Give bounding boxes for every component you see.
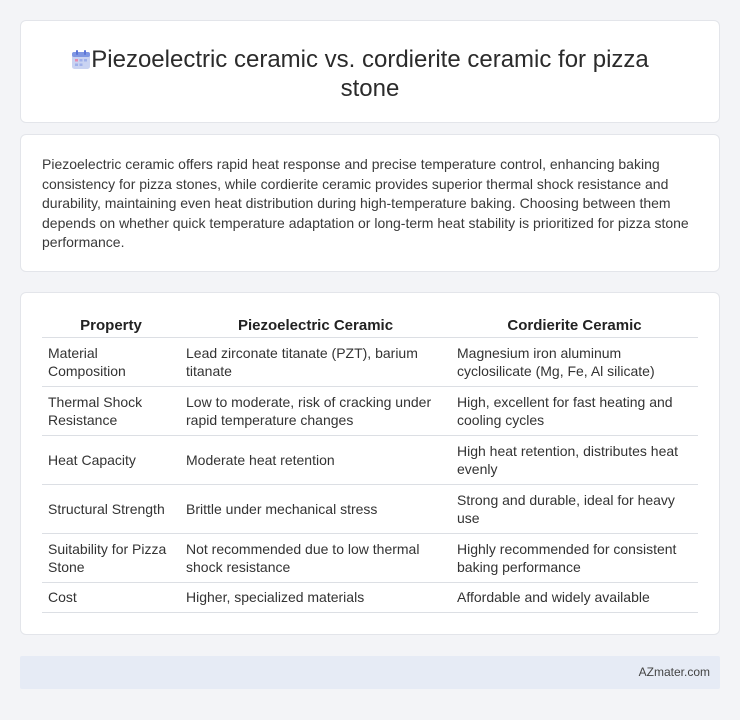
header-cordierite: Cordierite Ceramic [451,313,698,337]
cordierite-cell: Highly recommended for consistent baking performance [451,533,698,582]
property-cell: Heat Capacity [42,435,180,484]
header-property: Property [42,313,180,337]
table-row [42,533,698,582]
summary-paragraph: Piezoelectric ceramic offers rapid heat response and precise temperature control, enhancing baking consistency for pizza stones, while cordierite ceramic provides superior thermal shock resistance and durability, maintaining even heat distribution during high-temperature baking. Choosing between them depends on whether quick temperature adaptation or long-term heat stability is prioritized for pizza stone performance. [42,156,689,251]
property-cell: Cost [42,582,180,612]
piezoelectric-cell: Moderate heat retention [180,435,451,484]
footer-bar [20,656,720,689]
table-row [42,386,698,435]
footer-site-link[interactable]: AZmater.com [638,665,710,679]
piezoelectric-cell: Higher, specialized materials [180,582,451,612]
table-row [42,582,698,612]
property-cell: Structural Strength [42,484,180,533]
summary-card [20,134,720,272]
piezoelectric-cell: Lead zirconate titanate (PZT), barium titanate [180,337,451,386]
table-row [42,484,698,533]
page-title: Piezoelectric ceramic vs. cordierite ceramic for pizza stone [91,46,649,102]
table-header-row [42,313,698,337]
piezoelectric-cell: Brittle under mechanical stress [180,484,451,533]
table-row [42,435,698,484]
table-row [42,337,698,386]
comparison-card [20,292,720,635]
piezoelectric-cell: Not recommended due to low thermal shock resistance [180,533,451,582]
comparison-table [42,313,698,613]
property-cell: Thermal Shock Resistance [42,386,180,435]
cordierite-cell: High, excellent for fast heating and cooling cycles [451,386,698,435]
cordierite-cell: Strong and durable, ideal for heavy use [451,484,698,533]
piezoelectric-cell: Low to moderate, risk of cracking under rapid temperature changes [180,386,451,435]
property-cell: Material Composition [42,337,180,386]
title-card [20,20,720,123]
cordierite-cell: Affordable and widely available [451,582,698,612]
cordierite-cell: High heat retention, distributes heat evenly [451,435,698,484]
property-cell: Suitability for Pizza Stone [42,533,180,582]
cordierite-cell: Magnesium iron aluminum cyclosilicate (Mg, Fe, Al silicate) [451,337,698,386]
header-piezoelectric: Piezoelectric Ceramic [180,313,451,337]
